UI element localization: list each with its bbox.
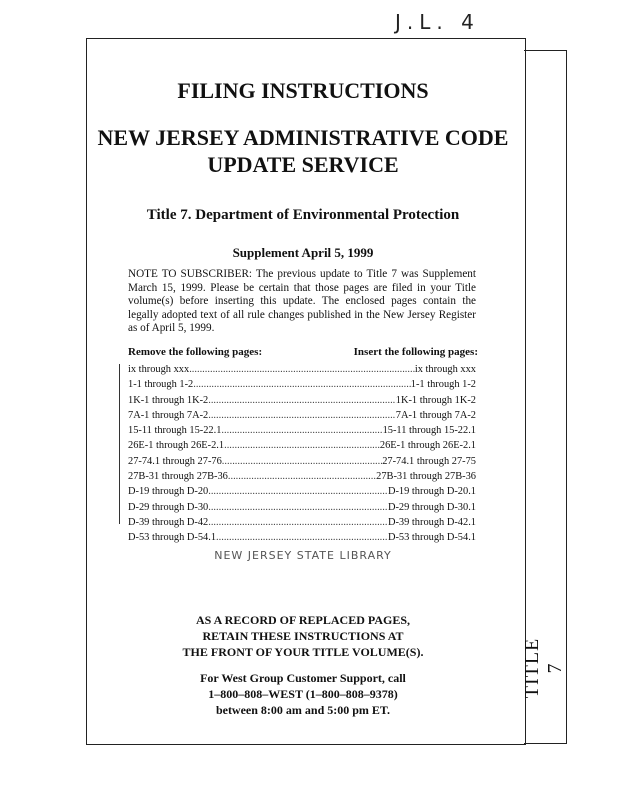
insert-range: 27-74.1 through 27-75 [382,455,476,467]
record-line2: RETAIN THESE INSTRUCTIONS AT [202,629,404,643]
list-item [128,362,476,377]
record-line3: THE FRONT OF YOUR TITLE VOLUME(S). [182,645,424,659]
remove-range: D-53 through D-54.1 [128,532,217,544]
remove-range: D-29 through D-30 [128,501,209,513]
insert-header: Insert the following pages: [353,346,478,358]
supplement-date: Supplement April 5, 1999 [232,245,374,260]
insert-range: 26E-1 through 26E-2.1 [379,440,476,452]
code-title-line2: UPDATE SERVICE [207,152,399,177]
list-item [128,469,476,484]
remove-range: D-19 through D-20 [128,486,209,498]
list-item [128,377,476,392]
insert-range: 15-11 through 15-22.1 [382,425,476,437]
remove-range: 27-74.1 through 27-76 [128,455,222,467]
list-item [128,500,476,515]
remove-range: 1-1 through 1-2 [128,379,194,391]
code-title-line1: NEW JERSEY ADMINISTRATIVE CODE [97,125,509,150]
list-header [128,346,478,358]
insert-range: 1K-1 through 1K-2 [395,394,476,406]
list-item [128,454,476,469]
page-list [128,362,476,546]
remove-range: 27B-31 through 27B-36 [128,471,228,483]
title-subtitle: Title 7. Department of Environmental Protection [146,207,460,223]
insert-range: D-29 through D-30.1 [387,501,476,513]
list-item [128,393,476,408]
insert-range: 7A-1 through 7A-2 [395,409,476,421]
remove-header: Remove the following pages: [128,346,263,358]
insert-range: D-19 through D-20.1 [387,486,476,498]
handwritten-mark: J.L. 4 [395,10,480,34]
library-stamp: NEW JERSEY STATE LIBRARY [214,549,392,562]
list-item [128,530,476,545]
support-line1: For West Group Customer Support, call [200,671,406,685]
title-tab-label: TITLE 7 [521,637,566,699]
insert-range: D-39 through D-42.1 [387,516,476,528]
code-title [88,124,518,178]
remove-range: 15-11 through 15-22.1 [128,425,222,437]
insert-range: D-53 through D-54.1 [387,532,476,544]
margin-bracket [119,364,126,524]
remove-range: D-39 through D-42 [128,516,209,528]
record-line1: AS A RECORD OF REPLACED PAGES, [195,613,411,627]
support-hours: between 8:00 am and 5:00 pm ET. [215,703,391,717]
insert-range: ix through xxx [414,364,476,375]
customer-support [88,670,518,718]
insert-range: 1-1 through 1-2 [410,379,476,391]
remove-range: 7A-1 through 7A-2 [128,409,209,421]
page-title: FILING INSTRUCTIONS [177,78,429,103]
list-item [128,408,476,423]
record-instructions [88,612,518,660]
list-item [128,423,476,438]
list-item [128,515,476,530]
support-phone: 1–800–808–WEST (1–800–808–9378) [208,687,398,701]
remove-range: 1K-1 through 1K-2 [128,394,209,406]
list-item [128,484,476,499]
list-item [128,438,476,453]
insert-range: 27B-31 through 27B-36 [376,471,476,483]
remove-range: ix through xxx [128,364,190,375]
subscriber-note: NOTE TO SUBSCRIBER: The previous update to Title 7 was Supplement March 15, 1999. Please be certain that those pages are filed in your Title volume(s) before inserting this update. The enclosed pages contain the legally adopted text of all rule changes published in the New Jersey Register as of April 5, 1999. [128,268,476,335]
remove-range: 26E-1 through 26E-2.1 [128,440,225,452]
